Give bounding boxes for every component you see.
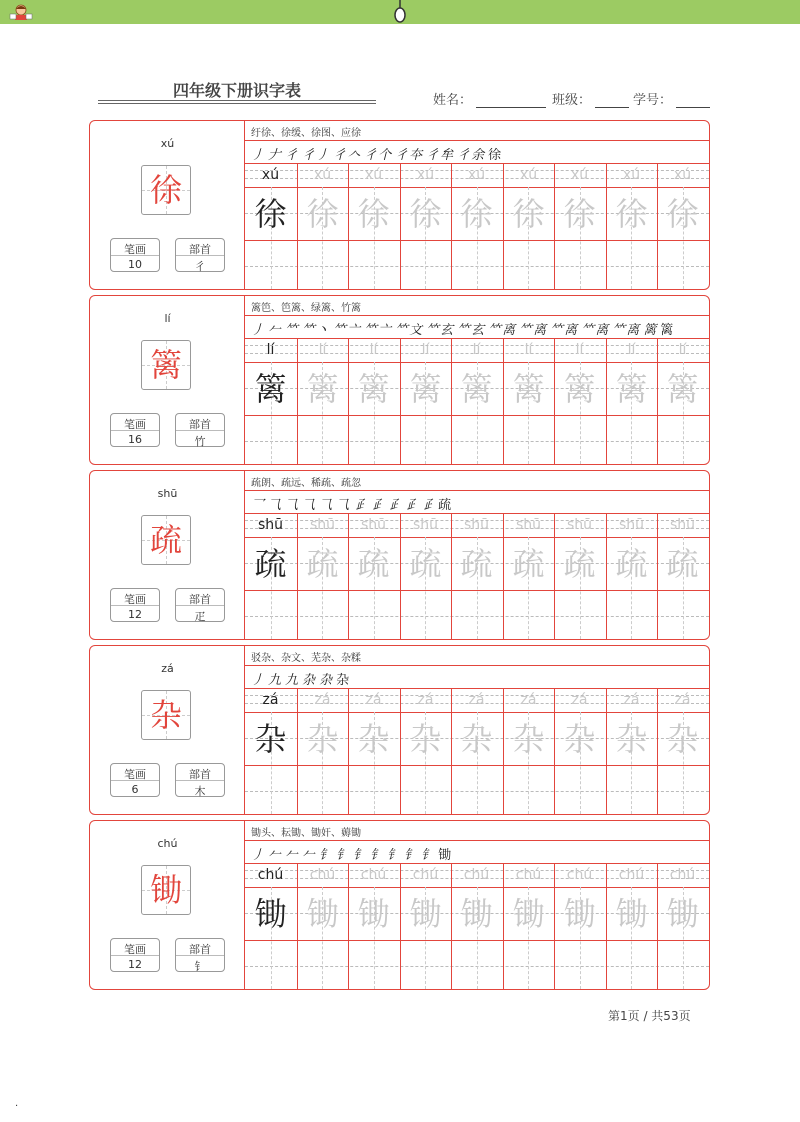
practice-pinyin: xú — [673, 167, 692, 183]
practice-pinyin: lí — [575, 342, 584, 358]
practice-char: 篱 — [666, 370, 699, 408]
practice-area — [245, 296, 709, 464]
card-info-column — [90, 471, 245, 639]
practice-pinyin: lí — [472, 342, 481, 358]
stroke-step: 钅 — [421, 848, 436, 863]
grid-line — [245, 688, 709, 689]
practice-pinyin: xú — [570, 167, 589, 183]
practice-char: 锄 — [615, 895, 648, 933]
practice-char: 锄 — [409, 895, 442, 933]
practice-pinyin: zá — [520, 692, 537, 708]
stroke-step: 𤴔 — [421, 498, 436, 513]
practice-pinyin: lí — [266, 342, 275, 358]
name-label: 姓名： — [433, 93, 473, 108]
practice-char: 疏 — [512, 545, 545, 583]
card-info-column — [90, 646, 245, 814]
practice-char: 篱 — [563, 370, 596, 408]
stroke-step: 钅 — [319, 848, 334, 863]
stroke-count-value: 10 — [128, 258, 142, 271]
stroke-step: 乛 — [251, 498, 266, 513]
radical-label: 部首 — [189, 768, 211, 781]
stroke-step: 𥫗离 — [519, 323, 548, 338]
stroke-count-box — [110, 938, 160, 972]
stroke-step: ⺄ — [336, 498, 351, 513]
stroke-count-box — [110, 413, 160, 447]
char-display: 锄 — [149, 871, 182, 909]
practice-pinyin: chú — [412, 867, 439, 883]
divider — [176, 780, 224, 781]
class-label: 班级： — [552, 93, 592, 108]
card-info-column — [90, 121, 245, 289]
stroke-order-sequence — [251, 144, 505, 164]
char-pinyin: zá — [161, 662, 174, 675]
practice-pinyin: lí — [318, 342, 327, 358]
practice-char: 杂 — [615, 720, 648, 758]
title-underline-double — [98, 103, 376, 104]
stroke-step: 𥫗离 — [612, 323, 641, 338]
radical-label: 部首 — [189, 593, 211, 606]
practice-area — [245, 471, 709, 639]
name-field[interactable] — [433, 89, 546, 108]
char-display-box — [141, 340, 191, 390]
stroke-step: 𤴔 — [387, 498, 402, 513]
char-display: 杂 — [149, 696, 182, 734]
stroke-step: 𥫗玄 — [426, 323, 455, 338]
practice-pinyin: zá — [314, 692, 331, 708]
character-card — [89, 645, 710, 815]
class-field[interactable] — [552, 89, 629, 108]
stroke-step: 杂 — [302, 673, 317, 688]
practice-char: 篱 — [409, 370, 442, 408]
student-id-label: 学号： — [633, 93, 673, 108]
stroke-step: 𥫗亠 — [333, 323, 362, 338]
divider — [176, 605, 224, 606]
practice-char: 篱 — [357, 370, 390, 408]
stroke-step: 篱 — [660, 323, 675, 338]
practice-pinyin: xú — [261, 167, 280, 183]
radical-box — [175, 588, 225, 622]
char-display: 疏 — [149, 521, 182, 559]
practice-pinyin: xú — [519, 167, 538, 183]
stroke-step: 彳个 — [364, 148, 393, 163]
stroke-step: 钅 — [387, 848, 402, 863]
stroke-count-box — [110, 238, 160, 272]
practice-char: 锄 — [357, 895, 390, 933]
practice-pinyin: lí — [524, 342, 533, 358]
practice-char: 疏 — [409, 545, 442, 583]
practice-area — [245, 646, 709, 814]
radical-value: 钅 — [194, 960, 206, 973]
top-banner — [0, 0, 800, 24]
practice-pinyin: xú — [416, 167, 435, 183]
stroke-count-value: 16 — [128, 433, 142, 446]
practice-pinyin: zá — [417, 692, 434, 708]
radical-box — [175, 238, 225, 272]
practice-pinyin: chú — [463, 867, 490, 883]
practice-char: 篱 — [306, 370, 339, 408]
stroke-step: 钅 — [404, 848, 419, 863]
stroke-count-label: 笔画 — [124, 768, 146, 781]
practice-pinyin: xú — [622, 167, 641, 183]
practice-pinyin: zá — [262, 692, 279, 708]
radical-box — [175, 938, 225, 972]
practice-char: 徐 — [357, 195, 390, 233]
practice-char: 杂 — [357, 720, 390, 758]
example-words: 纡徐、徐缓、徐图、应徐 — [251, 128, 361, 139]
practice-pinyin: zá — [571, 692, 588, 708]
radical-value: 疋 — [194, 610, 206, 623]
class-blank[interactable] — [595, 95, 629, 108]
stroke-step: 𠂉 — [268, 323, 283, 338]
practice-pinyin: chú — [566, 867, 593, 883]
practice-char: 杂 — [254, 720, 287, 758]
practice-char: 锄 — [306, 895, 339, 933]
practice-char: 篱 — [615, 370, 648, 408]
stroke-step: 𥫗离 — [550, 323, 579, 338]
stroke-step: 丿 — [251, 673, 266, 688]
practice-area — [245, 121, 709, 289]
char-pinyin: lí — [164, 312, 171, 325]
stroke-step: 丿 — [251, 148, 266, 163]
practice-pinyin: zá — [468, 692, 485, 708]
stroke-step: ⺄ — [302, 498, 317, 513]
char-pinyin: xú — [160, 137, 175, 150]
practice-char: 徐 — [306, 195, 339, 233]
page-title: 四年级下册识字表 — [172, 81, 301, 100]
char-display-box — [141, 515, 191, 565]
stroke-step: 彳𠆢 — [333, 148, 362, 163]
grid-line — [245, 840, 709, 841]
divider — [176, 430, 224, 431]
stroke-count-value: 12 — [128, 958, 142, 971]
divider — [111, 255, 159, 256]
practice-pinyin: lí — [369, 342, 378, 358]
stroke-step: 彳牟 — [426, 148, 455, 163]
practice-pinyin: shū — [412, 517, 439, 533]
radical-value: 竹 — [194, 435, 206, 448]
practice-char: 疏 — [254, 545, 287, 583]
character-card — [89, 120, 710, 290]
stroke-step: 杂 — [319, 673, 334, 688]
stroke-order-sequence — [251, 669, 353, 689]
divider — [111, 430, 159, 431]
stroke-count-value: 6 — [131, 783, 139, 796]
practice-pinyin: shū — [669, 517, 696, 533]
page-dot: . — [15, 1098, 19, 1109]
stroke-step: 丿 — [251, 323, 266, 338]
stroke-count-label: 笔画 — [124, 243, 146, 256]
practice-pinyin: zá — [365, 692, 382, 708]
stroke-step: 𥫗丶 — [302, 323, 331, 338]
card-info-column — [90, 821, 245, 989]
divider — [176, 255, 224, 256]
practice-char: 疏 — [460, 545, 493, 583]
practice-char: 杂 — [563, 720, 596, 758]
grid-line — [245, 163, 709, 164]
grid-line — [245, 863, 709, 864]
practice-char: 篱 — [254, 370, 287, 408]
stroke-step: 九 — [268, 673, 283, 688]
stroke-count-label: 笔画 — [124, 593, 146, 606]
stroke-step: 𠂉 — [302, 848, 317, 863]
practice-pinyin: shū — [463, 517, 490, 533]
radical-box — [175, 413, 225, 447]
grid-line — [245, 513, 709, 514]
practice-char: 锄 — [460, 895, 493, 933]
practice-char: 杂 — [666, 720, 699, 758]
stroke-step: 彳丿 — [302, 148, 331, 163]
divider — [111, 780, 159, 781]
practice-char: 锄 — [254, 895, 287, 933]
stroke-step: 彳余 — [457, 148, 486, 163]
practice-pinyin: lí — [627, 342, 636, 358]
grid-line — [245, 338, 709, 339]
stroke-step: 𤴔 — [404, 498, 419, 513]
stroke-step: 钅 — [353, 848, 368, 863]
divider — [111, 605, 159, 606]
practice-char: 徐 — [460, 195, 493, 233]
practice-char: 疏 — [615, 545, 648, 583]
practice-pinyin: lí — [421, 342, 430, 358]
stroke-step: 𠂇 — [268, 148, 283, 163]
practice-pinyin: chú — [360, 867, 387, 883]
character-card — [89, 820, 710, 990]
char-display-box — [141, 690, 191, 740]
practice-pinyin: chú — [257, 867, 284, 883]
practice-pinyin: shū — [566, 517, 593, 533]
grid-line — [245, 140, 709, 141]
practice-char: 疏 — [357, 545, 390, 583]
char-pinyin: shū — [157, 487, 178, 500]
stroke-step: 𠂉 — [268, 848, 283, 863]
practice-pinyin: shū — [309, 517, 336, 533]
practice-char: 锄 — [666, 895, 699, 933]
stroke-step: 𤴔 — [370, 498, 385, 513]
example-words: 篱笆、笆篱、绿篱、竹篱 — [251, 303, 361, 314]
stroke-step: 𥫗文 — [395, 323, 424, 338]
stroke-step: 钅 — [370, 848, 385, 863]
hanging-bulb-icon — [391, 0, 409, 24]
grid-line — [245, 315, 709, 316]
title-underline — [98, 100, 376, 101]
radical-value: 彳 — [194, 260, 206, 273]
page-indicator: 第1页 / 共53页 — [608, 1009, 691, 1023]
practice-char: 徐 — [409, 195, 442, 233]
radical-label: 部首 — [189, 943, 211, 956]
stroke-step: 锄 — [438, 848, 453, 863]
example-words: 驳杂、杂文、芜杂、杂糅 — [251, 653, 361, 664]
practice-char: 疏 — [306, 545, 339, 583]
practice-char: 疏 — [666, 545, 699, 583]
student-id-blank[interactable] — [676, 95, 710, 108]
example-words: 疏朗、疏远、稀疏、疏忽 — [251, 478, 361, 489]
stroke-count-label: 笔画 — [124, 418, 146, 431]
char-display-box — [141, 865, 191, 915]
radical-label: 部首 — [189, 243, 211, 256]
radical-value: 木 — [194, 785, 206, 798]
stroke-step: 𥫗亠 — [364, 323, 393, 338]
child-reading-logo-icon — [6, 3, 36, 21]
card-info-column — [90, 296, 245, 464]
practice-pinyin: xú — [364, 167, 383, 183]
stroke-step: 九 — [285, 673, 300, 688]
example-words: 锄头、耘锄、锄奸、薅锄 — [251, 828, 361, 839]
stroke-order-sequence — [251, 319, 677, 339]
divider — [111, 955, 159, 956]
stroke-step: 彳 — [285, 148, 300, 163]
stroke-count-box — [110, 763, 160, 797]
practice-pinyin: chú — [618, 867, 645, 883]
stroke-step: 𥫗玄 — [457, 323, 486, 338]
stroke-order-sequence — [251, 494, 455, 514]
practice-pinyin: xú — [467, 167, 486, 183]
practice-pinyin: lí — [678, 342, 687, 358]
practice-char: 锄 — [512, 895, 545, 933]
stroke-step: 𥫗离 — [488, 323, 517, 338]
stroke-step: 𠂉 — [285, 848, 300, 863]
practice-char: 锄 — [563, 895, 596, 933]
stroke-step: ⺄ — [285, 498, 300, 513]
practice-area — [245, 821, 709, 989]
practice-char: 杂 — [460, 720, 493, 758]
practice-char: 篱 — [460, 370, 493, 408]
practice-char: 杂 — [512, 720, 545, 758]
stroke-step: 丿 — [251, 848, 266, 863]
student-id-field[interactable] — [633, 89, 710, 108]
practice-char: 徐 — [563, 195, 596, 233]
stroke-step: 𥫗离 — [581, 323, 610, 338]
stroke-step: 彳夲 — [395, 148, 424, 163]
practice-pinyin: shū — [515, 517, 542, 533]
practice-char: 杂 — [306, 720, 339, 758]
name-blank[interactable] — [476, 95, 546, 108]
practice-pinyin: zá — [623, 692, 640, 708]
practice-pinyin: chú — [669, 867, 696, 883]
character-card — [89, 295, 710, 465]
practice-char: 杂 — [409, 720, 442, 758]
stroke-step: ⺄ — [268, 498, 283, 513]
stroke-count-box — [110, 588, 160, 622]
stroke-order-sequence — [251, 844, 455, 864]
stroke-step: 疏 — [438, 498, 453, 513]
char-display-box — [141, 165, 191, 215]
practice-char: 篱 — [512, 370, 545, 408]
grid-line — [245, 490, 709, 491]
practice-char: 徐 — [254, 195, 287, 233]
stroke-step: 徐 — [488, 148, 503, 163]
stroke-count-value: 12 — [128, 608, 142, 621]
stroke-step: 钅 — [336, 848, 351, 863]
practice-pinyin: shū — [257, 517, 284, 533]
stroke-step: ⺄ — [319, 498, 334, 513]
stroke-step: 篱 — [643, 323, 658, 338]
practice-pinyin: chú — [515, 867, 542, 883]
practice-char: 徐 — [666, 195, 699, 233]
practice-char: 徐 — [615, 195, 648, 233]
practice-pinyin: zá — [674, 692, 691, 708]
practice-char: 徐 — [512, 195, 545, 233]
char-display: 篱 — [149, 346, 182, 384]
practice-pinyin: shū — [360, 517, 387, 533]
practice-pinyin: chú — [309, 867, 336, 883]
radical-label: 部首 — [189, 418, 211, 431]
grid-line — [245, 665, 709, 666]
divider — [176, 955, 224, 956]
stroke-step: 𤴔 — [353, 498, 368, 513]
character-card — [89, 470, 710, 640]
stroke-step: 𥫗 — [285, 323, 300, 338]
practice-pinyin: xú — [313, 167, 332, 183]
title-block — [98, 78, 376, 106]
char-pinyin: chú — [157, 837, 178, 850]
stroke-step: 杂 — [336, 673, 351, 688]
practice-pinyin: shū — [618, 517, 645, 533]
char-display: 徐 — [149, 171, 182, 209]
stroke-count-label: 笔画 — [124, 943, 146, 956]
practice-char: 疏 — [563, 545, 596, 583]
radical-box — [175, 763, 225, 797]
